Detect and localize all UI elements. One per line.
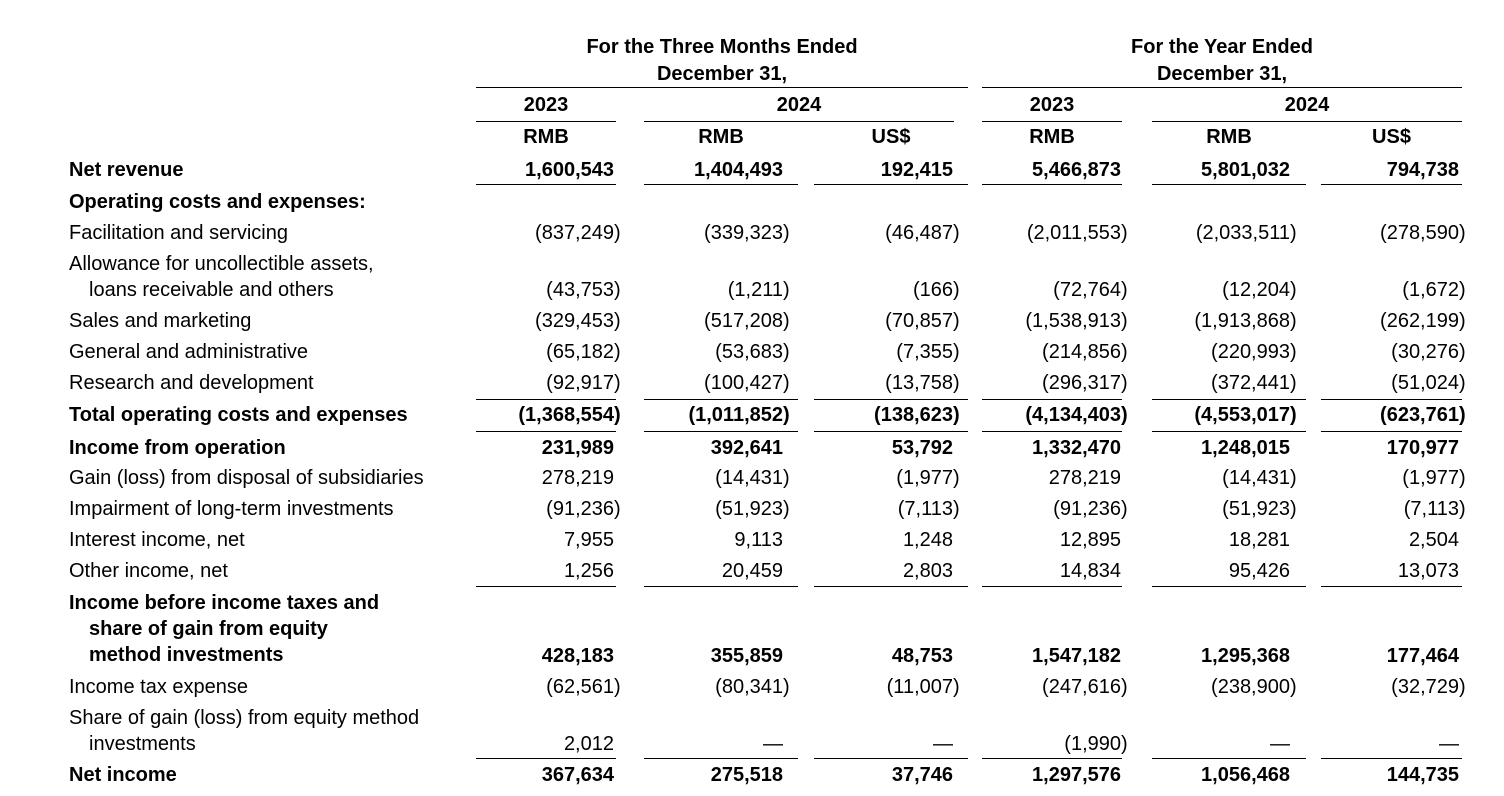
total-underline: [476, 399, 616, 400]
total-underline: [1152, 586, 1306, 587]
row-value: (100,427): [704, 372, 790, 394]
row-label: Research and development: [69, 372, 314, 394]
row-value: (51,923): [1222, 498, 1297, 520]
currency-header: US$: [1372, 126, 1411, 148]
row-value: (1,913,868): [1194, 310, 1297, 332]
row-value: (92,917): [546, 372, 621, 394]
row-value: 1,297,576: [1032, 764, 1121, 786]
row-value: (166): [912, 279, 960, 301]
row-value: (70,857): [885, 310, 960, 332]
total-underline: [982, 586, 1122, 587]
year-header: 2023: [523, 94, 569, 116]
row-value: 428,183: [541, 645, 614, 667]
row-value: 5,801,032: [1201, 159, 1290, 181]
row-label: Interest income, net: [69, 529, 245, 551]
row-label: Share of gain (loss) from equity method investments: [69, 707, 420, 755]
row-value: (14,431): [715, 467, 790, 489]
currency-header: US$: [871, 126, 911, 148]
row-value: (1,977): [1402, 467, 1466, 489]
row-value: 1,248: [902, 529, 953, 551]
total-underline: [982, 184, 1122, 185]
row-value: 2,803: [902, 560, 953, 582]
total-underline: [1152, 184, 1306, 185]
row-value: 231,989: [541, 437, 614, 459]
row-value: —: [1439, 733, 1459, 755]
row-value: (72,764): [1053, 279, 1128, 301]
row-value: (278,590): [1380, 222, 1466, 244]
row-value: 2,504: [1408, 529, 1459, 551]
currency-header: RMB: [1029, 126, 1075, 148]
row-value: 355,859: [710, 645, 783, 667]
row-value: 278,219: [541, 467, 614, 489]
row-value: (262,199): [1380, 310, 1466, 332]
total-underline: [814, 184, 968, 185]
row-value: 12,895: [1059, 529, 1121, 551]
row-value: (1,011,852): [688, 404, 790, 426]
three-months-header: For the Three Months Ended December 31,: [586, 36, 858, 85]
row-value: 1,056,468: [1201, 764, 1290, 786]
row-value: 18,281: [1228, 529, 1290, 551]
row-value: (1,538,913): [1025, 310, 1128, 332]
total-underline: [1321, 758, 1462, 759]
three-months-header-rule: [476, 87, 968, 88]
year-header-rule: [476, 121, 616, 122]
row-value: 170,977: [1386, 437, 1459, 459]
total-underline: [982, 758, 1122, 759]
total-underline: [644, 431, 798, 432]
row-value: —: [933, 733, 953, 755]
row-value: (1,368,554): [518, 404, 621, 426]
total-underline: [814, 431, 968, 432]
total-underline: [1321, 399, 1462, 400]
currency-header: RMB: [523, 126, 569, 148]
row-value: 7,955: [563, 529, 614, 551]
row-value: (7,113): [1403, 498, 1466, 520]
row-value: 13,073: [1397, 560, 1459, 582]
row-label: Sales and marketing: [69, 310, 252, 332]
total-underline: [982, 431, 1122, 432]
row-label: Income tax expense: [69, 676, 248, 698]
total-underline: [814, 586, 968, 587]
row-value: 37,746: [891, 764, 953, 786]
total-underline: [1152, 431, 1306, 432]
row-label: Total operating costs and expenses: [69, 404, 408, 426]
row-value: (296,317): [1042, 372, 1128, 394]
row-value: (1,211): [727, 279, 790, 301]
row-value: (247,616): [1042, 676, 1128, 698]
currency-header: RMB: [698, 126, 744, 148]
row-label: Income from operation: [69, 437, 286, 459]
year-header: 2024: [1284, 94, 1330, 116]
year-ended-header: For the Year Ended December 31,: [1131, 36, 1313, 85]
row-value: (51,024): [1391, 372, 1466, 394]
row-label: Income before income taxes and share of gain from equity method investments: [69, 592, 380, 666]
year-header: 2023: [1029, 94, 1075, 116]
row-label: Net income: [69, 764, 177, 786]
total-underline: [1321, 431, 1462, 432]
row-value: (1,672): [1402, 279, 1466, 301]
row-value: (80,341): [715, 676, 790, 698]
row-value: 1,256: [563, 560, 614, 582]
total-underline: [644, 586, 798, 587]
row-value: (1,977): [896, 467, 960, 489]
row-value: 192,415: [880, 159, 953, 181]
row-value: (11,007): [886, 676, 960, 698]
row-label: Facilitation and servicing: [69, 222, 288, 244]
row-value: 392,641: [710, 437, 783, 459]
row-value: (7,355): [896, 341, 960, 363]
row-value: (4,553,017): [1194, 404, 1297, 426]
row-label: Operating costs and expenses:: [69, 191, 366, 213]
total-underline: [476, 184, 616, 185]
row-value: 1,332,470: [1032, 437, 1121, 459]
row-value: 95,426: [1228, 560, 1290, 582]
year-header-rule: [1152, 121, 1462, 122]
row-value: (2,033,511): [1195, 222, 1297, 244]
row-value: (65,182): [546, 341, 621, 363]
total-underline: [644, 399, 798, 400]
row-value: (46,487): [885, 222, 960, 244]
row-label: Allowance for uncollectible assets, loans receivable and others: [69, 253, 374, 301]
row-value: (372,441): [1211, 372, 1297, 394]
row-value: 177,464: [1386, 645, 1459, 667]
total-underline: [814, 758, 968, 759]
row-label: Gain (loss) from disposal of subsidiaries: [69, 467, 424, 489]
row-value: 275,518: [710, 764, 783, 786]
row-value: —: [763, 733, 783, 755]
total-underline: [814, 399, 968, 400]
row-value: (837,249): [535, 222, 621, 244]
row-value: (220,993): [1211, 341, 1297, 363]
row-value: 1,404,493: [694, 159, 783, 181]
row-value: 794,738: [1386, 159, 1459, 181]
row-label: Net revenue: [69, 159, 184, 181]
row-value: (51,923): [715, 498, 790, 520]
currency-header: RMB: [1206, 126, 1252, 148]
row-value: 20,459: [721, 560, 783, 582]
row-value: (623,761): [1380, 404, 1466, 426]
row-label: General and administrative: [69, 341, 309, 363]
year-header-rule: [982, 121, 1122, 122]
total-underline: [644, 758, 798, 759]
total-underline: [476, 431, 616, 432]
row-value: 144,735: [1386, 764, 1459, 786]
row-value: (13,758): [885, 372, 960, 394]
row-value: (214,856): [1042, 341, 1128, 363]
row-value: 1,600,543: [525, 159, 614, 181]
row-value: (4,134,403): [1025, 404, 1128, 426]
row-value: 278,219: [1048, 467, 1121, 489]
total-underline: [476, 758, 616, 759]
row-value: 367,634: [541, 764, 614, 786]
row-value: 2,012: [563, 733, 614, 755]
row-value: (138,623): [874, 404, 960, 426]
row-value: (2,011,553): [1026, 222, 1128, 244]
year-header-rule: [644, 121, 954, 122]
row-value: (339,323): [704, 222, 790, 244]
row-value: (32,729): [1391, 676, 1466, 698]
total-underline: [982, 399, 1122, 400]
row-value: (1,990): [1064, 733, 1128, 755]
row-value: 53,792: [891, 437, 953, 459]
row-value: (7,113): [897, 498, 960, 520]
row-value: (91,236): [1053, 498, 1128, 520]
row-label: Impairment of long-term investments: [69, 498, 394, 520]
row-value: 14,834: [1059, 560, 1121, 582]
total-underline: [1321, 184, 1462, 185]
total-underline: [644, 184, 798, 185]
total-underline: [476, 586, 616, 587]
row-value: 1,295,368: [1201, 645, 1290, 667]
row-value: —: [1270, 733, 1290, 755]
row-value: 9,113: [734, 529, 783, 551]
total-underline: [1152, 758, 1306, 759]
row-value: (517,208): [704, 310, 790, 332]
year-header: 2024: [776, 94, 822, 116]
total-underline: [1321, 586, 1462, 587]
row-value: 5,466,873: [1032, 159, 1121, 181]
row-value: (62,561): [546, 676, 621, 698]
row-value: (238,900): [1211, 676, 1297, 698]
row-value: (30,276): [1391, 341, 1466, 363]
row-value: 1,248,015: [1201, 437, 1290, 459]
row-value: 48,753: [891, 645, 953, 667]
row-value: 1,547,182: [1032, 645, 1121, 667]
row-label: Other income, net: [69, 560, 228, 582]
row-value: (91,236): [546, 498, 621, 520]
total-underline: [1152, 399, 1306, 400]
year-ended-header-rule: [982, 87, 1462, 88]
row-value: (329,453): [535, 310, 621, 332]
row-value: (12,204): [1222, 279, 1297, 301]
row-value: (14,431): [1222, 467, 1297, 489]
row-value: (53,683): [715, 341, 790, 363]
row-value: (43,753): [546, 279, 621, 301]
